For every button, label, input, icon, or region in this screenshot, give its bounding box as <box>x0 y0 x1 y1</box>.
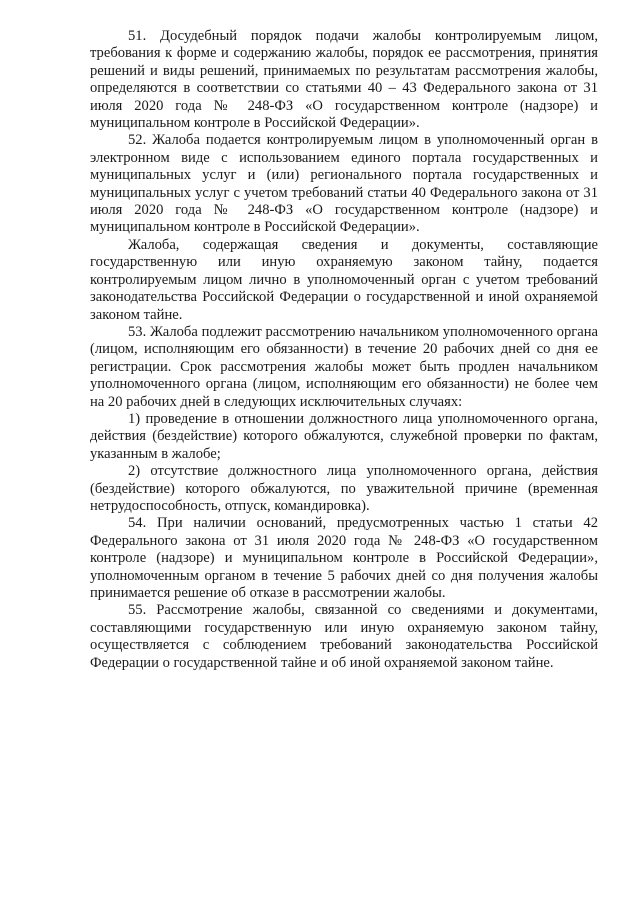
paragraph-53-item-1: 1) проведение в отношении должностного лица уполномоченного органа, действия (бездействие) которого обжалуются, служебной проверки по фактам, указанным в жалобе; <box>90 410 598 462</box>
paragraph-53: 53. Жалоба подлежит рассмотрению начальником уполномоченного органа (лицом, исполняющим его обязанности) в течение 20 рабочих дней со дня ее регистрации. Срок рассмотрения жалобы может быть продлен начальником уполномоченного органа (лицом, исполняющим его обязанности) не более чем на 20 рабочих дней в следующих исключительных случаях: <box>90 323 598 410</box>
paragraph-54: 54. При наличии оснований, предусмотренных частью 1 статьи 42 Федерального закона от 31 июля 2020 года № 248-ФЗ «О государственном контроле (надзоре) и муниципальном контроле в Российской Федерации», уполномоченным органом в течение 5 рабочих дней со дня получения жалобы принимается решение об отказе в рассмотрении жалобы. <box>90 515 598 601</box>
paragraph-52: 52. Жалоба подается контролируемым лицом в уполномоченный орган в электронном виде с использованием единого портала государственных и муниципальных услуг и (или) регионального портала государственных и муниципальных услуг с учетом требований статьи 40 Федерального закона от 31 июля 2020 года № 248-ФЗ «О государственном контроле (надзоре) и муниципальном контроле в Российской Федерации». <box>90 132 598 236</box>
document-page <box>90 28 598 672</box>
paragraph-55: 55. Рассмотрение жалобы, связанной со сведениями и документами, составляющими государственную или иную охраняемую законом тайну, осуществляется с соблюдением требований законодательства Российской Федерации о государственной тайне и об иной охраняемой законом тайне. <box>90 602 598 671</box>
paragraph-51: 51. Досудебный порядок подачи жалобы контролируемым лицом, требования к форме и содержанию жалобы, порядок ее рассмотрения, принятия решений и виды решений, принимаемых по результатам рассмотрения жалобы, определяются в соответствии со статьями 40 – 43 Федерального закона от 31 июля 2020 года № 248-ФЗ «О государственном контроле (надзоре) и муниципальном контроле в Российской Федерации». <box>90 28 598 132</box>
paragraph-53-item-2: 2) отсутствие должностного лица уполномоченного органа, действия (бездействие) которого обжалуются, по уважительной причине (временная нетрудоспособность, отпуск, командировка). <box>90 463 598 514</box>
paragraph-52-secret-complaint: Жалоба, содержащая сведения и документы, составляющие государственную или иную охраняемую законом тайну, подается контролируемым лицом лично в уполномоченный орган с учетом требований законодательства Российской Федерации о государственной и иной охраняемой законом тайне. <box>90 236 598 323</box>
